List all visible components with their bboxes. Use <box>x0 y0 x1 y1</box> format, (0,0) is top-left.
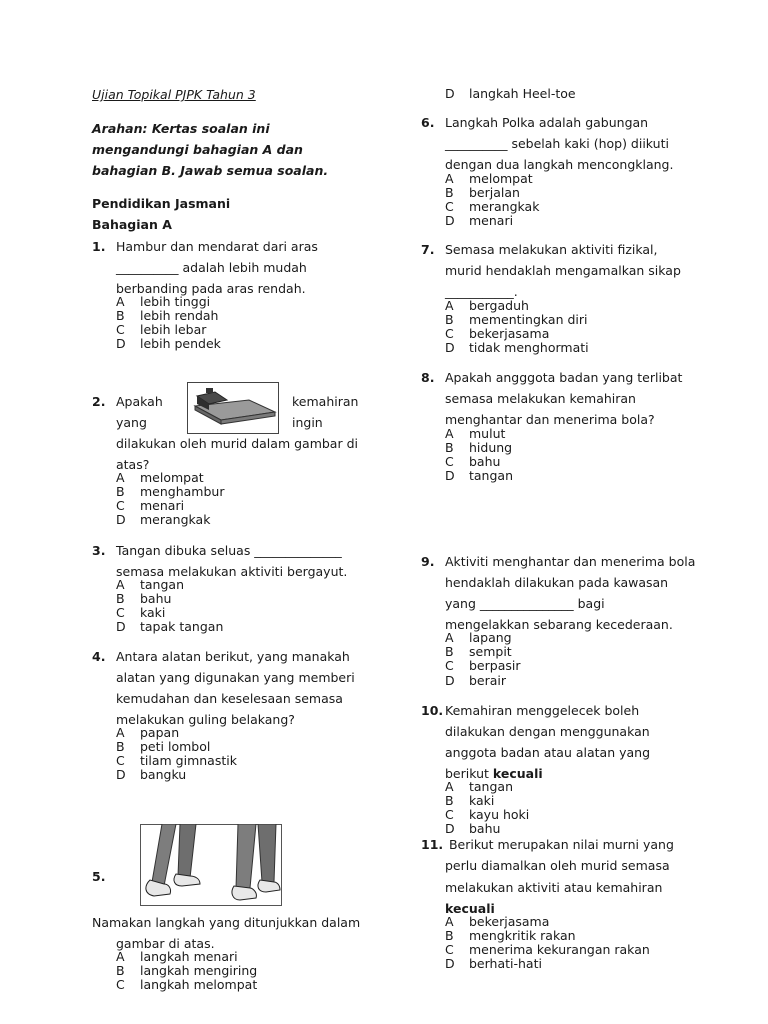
question-number: 4. <box>92 649 106 664</box>
question-text: berbanding pada aras rendah. <box>116 281 306 296</box>
question-number: 2. <box>92 394 106 409</box>
question-text: menghantar dan menerima bola? <box>445 412 655 427</box>
question-text: Langkah Polka adalah gabungan <box>445 115 649 130</box>
question-number: 7. <box>421 242 435 257</box>
question-text: atas? <box>116 457 150 472</box>
option-b: B kaki <box>445 793 495 808</box>
option-a: A mulut <box>445 426 506 441</box>
question-text: dilakukan dengan menggunakan <box>445 724 650 739</box>
option-c: C menerima kekurangan rakan <box>445 942 650 957</box>
question-text: hendaklah dilakukan pada kawasan <box>445 575 669 590</box>
option-d: D lebih pendek <box>116 336 221 351</box>
option-c: C bahu <box>445 454 501 469</box>
question-text: dilakukan oleh murid dalam gambar di <box>116 436 358 451</box>
question-text: Semasa melakukan aktiviti fizikal, <box>445 242 658 257</box>
option-b: B bahu <box>116 591 172 606</box>
option-a: A bekerjasama <box>445 914 550 929</box>
option-c: C lebih lebar <box>116 322 207 337</box>
option-b: B langkah mengiring <box>116 963 258 978</box>
question-text: Apakah angggota badan yang terlibat <box>445 370 683 385</box>
option-d: D menari <box>445 213 514 228</box>
emphasis-kecuali: kecuali <box>445 901 495 916</box>
option-d: D merangkak <box>116 512 211 527</box>
question-text: murid hendaklah mengamalkan sikap <box>445 263 681 278</box>
question-number: 5. <box>92 869 106 884</box>
question-text: anggota badan atau alatan yang <box>445 745 650 760</box>
option-a: A langkah menari <box>116 949 238 964</box>
emphasis-kecuali: kecuali <box>492 766 543 781</box>
option-a: A tangan <box>116 577 185 592</box>
question-text: kemahiran <box>292 394 359 409</box>
question-text: Berikut merupakan nilai murni yang <box>445 837 674 852</box>
section-heading: Bahagian A <box>92 217 172 232</box>
instruction-line: mengandungi bahagian A dan <box>92 142 303 157</box>
springboard-image <box>187 382 279 434</box>
option-a: A melompat <box>116 470 204 485</box>
question-number: 3. <box>92 543 106 558</box>
question-text: gambar di atas. <box>116 936 215 951</box>
option-a: A lapang <box>445 630 512 645</box>
option-b: B peti lombol <box>116 739 211 754</box>
question-text: dengan dua langkah mencongklang. <box>445 157 674 172</box>
question-text: Antara alatan berikut, yang manakah <box>116 649 350 664</box>
option-b: B sempit <box>445 644 512 659</box>
instruction-line: bahagian B. Jawab semua soalan. <box>92 163 329 178</box>
option-d: D berair <box>445 673 507 688</box>
option-b: B lebih rendah <box>116 308 219 323</box>
question-text: ___________. <box>445 284 518 299</box>
instruction-line: Arahan: Kertas soalan ini <box>92 121 270 136</box>
option-c: C berpasir <box>445 658 521 673</box>
option-c: C menari <box>116 498 185 513</box>
text-prefix: berikut <box>445 766 493 781</box>
question-text: yang _______________ bagi <box>445 596 605 611</box>
question-text: Namakan langkah yang ditunjukkan dalam <box>92 915 361 930</box>
option-b: B menghambur <box>116 484 225 499</box>
option-c: C kaki <box>116 605 166 620</box>
option-d: D tapak tangan <box>116 619 224 634</box>
question-text: melakukan aktiviti atau kemahiran <box>445 880 663 895</box>
question-text: semasa melakukan kemahiran <box>445 391 636 406</box>
question-number: 8. <box>421 370 435 385</box>
option-c: C kayu hoki <box>445 807 530 822</box>
option-d: D tidak menghormati <box>445 340 589 355</box>
question-text: __________ sebelah kaki (hop) diikuti <box>445 136 669 151</box>
option-c: C bekerjasama <box>445 326 550 341</box>
option-d: D bahu <box>445 821 501 836</box>
question-number: 10. <box>421 703 444 718</box>
question-text: Aktiviti menghantar dan menerima bola <box>445 554 696 569</box>
question-number: 9. <box>421 554 435 569</box>
option-b: B hidung <box>445 440 513 455</box>
question-number: 11. <box>421 837 444 852</box>
test-title: Ujian Topikal PJPK Tahun 3 <box>92 87 256 102</box>
walking-legs-image <box>140 824 282 906</box>
question-number: 1. <box>92 239 106 254</box>
option-d: D tangan <box>445 468 514 483</box>
question-number: 6. <box>421 115 435 130</box>
option-a: A melompat <box>445 171 533 186</box>
option-d: D langkah Heel-toe <box>445 86 576 101</box>
question-text: __________ adalah lebih mudah <box>116 260 307 275</box>
question-text: alatan yang digunakan yang memberi <box>116 670 355 685</box>
question-text: semasa melakukan aktiviti bergayut. <box>116 564 348 579</box>
question-text: Hambur dan mendarat dari aras <box>116 239 318 254</box>
option-a: A lebih tinggi <box>116 294 211 309</box>
question-text: kemudahan dan keselesaan semasa <box>116 691 343 706</box>
question-text: mengelakkan sebarang kecederaan. <box>445 617 673 632</box>
option-d: D berhati-hati <box>445 956 542 971</box>
option-c: C langkah melompat <box>116 977 258 992</box>
question-text: melakukan guling belakang? <box>116 712 295 727</box>
question-text: yang <box>116 415 147 430</box>
option-a: A bergaduh <box>445 298 529 313</box>
option-b: B mengkritik rakan <box>445 928 576 943</box>
option-c: C tilam gimnastik <box>116 753 237 768</box>
option-d: D bangku <box>116 767 187 782</box>
question-text: Apakah <box>116 394 163 409</box>
option-b: B mementingkan diri <box>445 312 588 327</box>
option-a: A tangan <box>445 779 514 794</box>
question-text: ingin <box>292 415 323 430</box>
option-b: B berjalan <box>445 185 520 200</box>
option-c: C merangkak <box>445 199 540 214</box>
subject-heading: Pendidikan Jasmani <box>92 196 231 211</box>
question-text: Kemahiran menggelecek boleh <box>445 703 640 718</box>
question-text: Tangan dibuka seluas ______________ <box>116 543 342 558</box>
question-text: perlu diamalkan oleh murid semasa <box>445 858 670 873</box>
option-a: A papan <box>116 725 180 740</box>
